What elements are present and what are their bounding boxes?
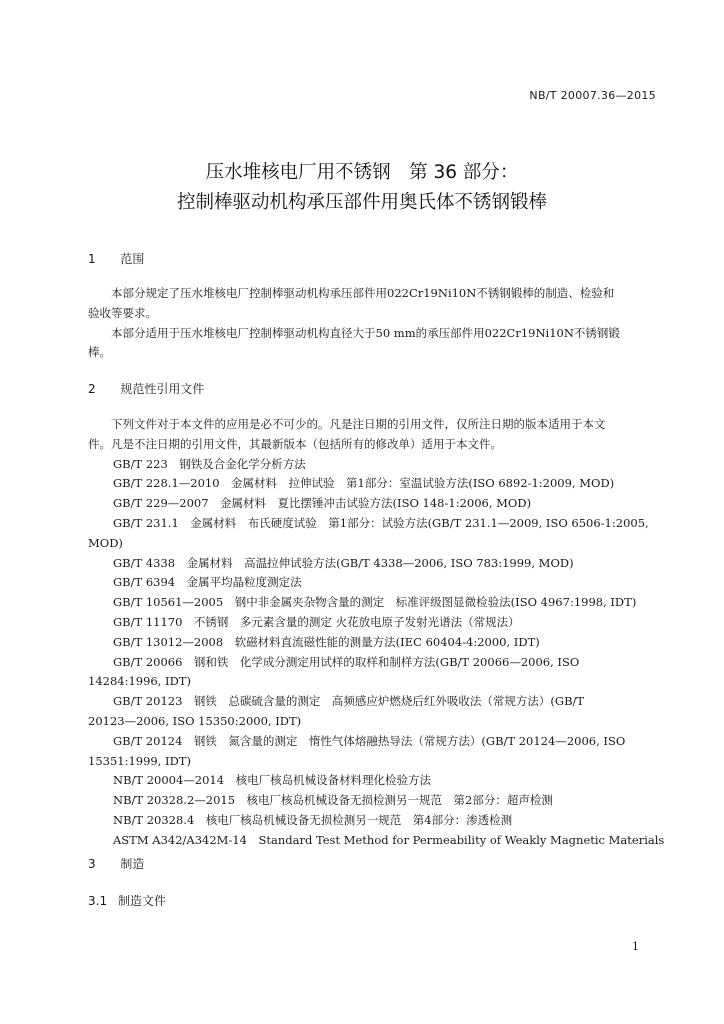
standard-code: NB/T 20007.36—2015: [529, 89, 656, 102]
document-title: [0, 158, 724, 218]
section-number: 1: [88, 252, 96, 266]
intro-text-2: 件。凡是不注日期的引用文件，其最新版本（包括所有的修改单）适用于本文件。: [88, 436, 502, 451]
section-number: 2: [88, 382, 96, 396]
reference-text: GB/T 229—2007 金属材料 夏比摆锤冲击试验方法(ISO 148-1:2006, MOD): [113, 496, 532, 511]
section-number: 3.1: [88, 894, 108, 908]
scope-paragraph-2: [88, 324, 656, 344]
scope-p2-line1: 本部分适用于压水堆核电厂控制棒驱动机构直径大于50 mm的承压部件用022Cr19Ni10N不锈钢锻: [111, 325, 620, 340]
section-title: 制造文件: [118, 894, 167, 908]
reference-text: NB/T 20328.2—2015 核电厂核岛机械设备无损检测另一规范 第2部分：超声检测: [113, 793, 553, 808]
reference-item: [88, 633, 656, 653]
reference-text: GB/T 231.1 金属材料 布氏硬度试验 第1部分：试验方法(GB/T 231.1—2009, ISO 6506-1:2005,: [113, 515, 649, 530]
normative-references-body: [88, 415, 665, 851]
reference-item: [88, 791, 656, 811]
reference-continuation: MOD): [88, 535, 123, 550]
reference-text: NB/T 20328.4 核电厂核岛机械设备无损检测另一规范 第4部分：渗透检测: [113, 812, 513, 827]
reference-continuation: 14284:1996, IDT): [88, 674, 191, 689]
scope-p1-line2: 验收等要求。: [88, 305, 157, 320]
section-number: 3: [88, 857, 96, 871]
reference-text: GB/T 228.1—2010 金属材料 拉伸试验 第1部分：室温试验方法(ISO 6892-1:2009, MOD): [113, 476, 615, 491]
reference-text: GB/T 13012—2008 软磁材料直流磁性能的测量方法(IEC 60404-4:2000, IDT): [113, 634, 540, 649]
reference-item: [88, 831, 665, 851]
reference-item: [88, 732, 656, 772]
reference-text: GB/T 20066 钢和铁 化学成分测定用试样的取样和制样方法(GB/T 20066—2006, ISO: [113, 654, 580, 669]
reference-item: [88, 514, 656, 554]
scope-p1-cont: [88, 304, 656, 324]
subsection-heading-manufacturing-documents: [88, 892, 166, 909]
reference-item: [88, 554, 656, 574]
reference-item: [88, 692, 656, 732]
reference-item: [88, 474, 656, 494]
reference-item: [88, 613, 656, 633]
reference-text: NB/T 20004—2014 核电厂核岛机械设备材料理化检验方法: [113, 773, 432, 788]
reference-text: GB/T 4338 金属材料 高温拉伸试验方法(GB/T 4338—2006, ISO 783:1999, MOD): [113, 555, 574, 570]
reference-text: GB/T 20123 钢铁 总碳硫含量的测定 高频感应炉燃烧后红外吸收法（常规方法）(GB/T: [113, 694, 585, 709]
normative-intro-line-2: [88, 435, 656, 455]
section-heading-manufacturing: [88, 855, 144, 872]
scope-p1-line1: 本部分规定了压水堆核电厂控制棒驱动机构承压部件用022Cr19Ni10N不锈钢锻棒的制造、检验和: [111, 286, 615, 300]
scope-body: [88, 284, 656, 363]
reference-text: GB/T 10561—2005 钢中非金属夹杂物含量的测定 标准评级图显微检验法(ISO 4967:1998, IDT): [113, 595, 637, 610]
section-title: 范围: [120, 252, 145, 266]
reference-text: GB/T 20124 钢铁 氮含量的测定 惰性气体熔融热导法（常规方法）(GB/T 20124—2006, ISO: [113, 733, 626, 748]
scope-p2-line2: 棒。: [88, 345, 111, 360]
normative-intro-line-1: [88, 415, 656, 435]
reference-continuation: 20123—2006, ISO 15350:2000, IDT): [88, 713, 302, 728]
reference-item: [88, 771, 656, 791]
section-title: 制造: [120, 857, 145, 871]
title-line-1: 压水堆核电厂用不锈钢 第 36 部分：: [205, 162, 519, 183]
section-title: 规范性引用文件: [120, 382, 205, 396]
scope-p2-cont: [88, 343, 656, 363]
intro-text-1: 下列文件对于本文件的应用是必不可少的。凡是注日期的引用文件，仅所注日期的版本适用于本文: [111, 417, 606, 431]
reference-item: [88, 494, 656, 514]
reference-item: [88, 653, 656, 693]
section-heading-scope: [88, 250, 144, 267]
section-heading-normative-references: [88, 380, 204, 397]
reference-item: [88, 573, 656, 593]
page-number: 1: [632, 940, 639, 953]
reference-item: [88, 593, 656, 613]
reference-text: ASTM A342/A342M-14 Standard Test Method for Permeability of Weakly Magnetic Materials: [113, 832, 665, 847]
reference-text: GB/T 6394 金属平均晶粒度测定法: [113, 575, 302, 590]
reference-text: GB/T 11170 不锈钢 多元素含量的测定 火花放电原子发射光谱法（常规法）: [113, 614, 520, 629]
reference-continuation: 15351:1999, IDT): [88, 753, 191, 768]
reference-item: [88, 455, 656, 475]
reference-text: GB/T 223 钢铁及合金化学分析方法: [113, 456, 306, 471]
reference-item: [88, 811, 656, 831]
title-line-2: 控制棒驱动机构承压部件用奥氏体不锈钢锻棒: [176, 192, 547, 213]
scope-paragraph-1: [88, 284, 656, 304]
